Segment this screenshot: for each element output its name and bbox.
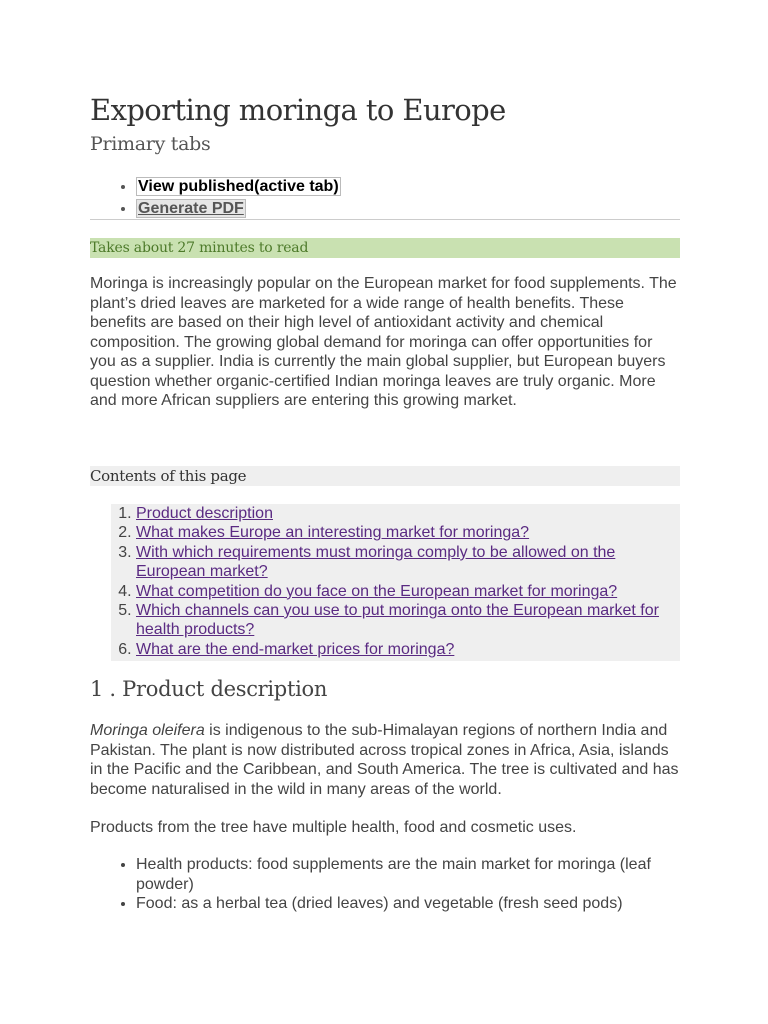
toc-link-prices[interactable]: What are the end-market prices for moringa?	[136, 640, 455, 658]
generate-pdf-tab[interactable]: Generate PDF	[138, 200, 244, 217]
tab-item-view-published	[136, 176, 680, 198]
section-heading-product-description: 1 . Product description	[90, 677, 328, 701]
toc-item	[136, 543, 680, 582]
toc-link-channels[interactable]: Which channels can you use to put moringa onto the European market for health products?	[136, 602, 659, 639]
tabs-heading: Primary tabs	[90, 133, 211, 155]
toc-link-requirements[interactable]: With which requirements must moringa comply to be allowed on the European market?	[136, 543, 616, 581]
toc-item	[136, 504, 680, 523]
page-title: Exporting moringa to Europe	[90, 93, 506, 127]
primary-tabs	[90, 176, 680, 220]
toc-item	[136, 640, 680, 659]
product-description-paragraph	[90, 721, 680, 799]
intro-paragraph: Moringa is increasingly popular on the European market for food supplements. The plant’s dried leaves are marketed for a wide range of health benefits. These benefits are based on their high level of antioxidant activity and chemical composition. The growing global demand for moringa can offer opportunities for you as a supplier. India is currently the main global supplier, but European buyers question whether organic-certified Indian moringa leaves are truly organic. More and more African suppliers are entering this growing market.	[90, 275, 677, 409]
uses-list	[90, 855, 680, 914]
toc-link-competition[interactable]: What competition do you face on the European market for moringa?	[136, 582, 618, 600]
toc-link-product-description[interactable]: Product description	[136, 505, 273, 522]
list-item: • Health products: food supplements are the main market for moringa (leaf powder)	[136, 855, 680, 894]
toc-item	[136, 601, 680, 640]
uses-intro-paragraph: Products from the tree have multiple health, food and cosmetic uses.	[90, 819, 577, 836]
toc-item	[136, 523, 680, 542]
list-item: • Food: as a herbal tea (dried leaves) and vegetable (fresh seed pods)	[136, 894, 680, 914]
tab-item-generate-pdf	[136, 198, 680, 220]
product-description-text: is indigenous to the sub-Himalayan regions of northern India and Pakistan. The plant is now distributed across tropical zones in Africa, Asia, islands in the Pacific and the Caribbean, and South America. The tree is cultivated and has become naturalised in the wild in many areas of the world.	[90, 722, 679, 798]
contents-heading: Contents of this page	[90, 466, 680, 486]
toc-link-europe-interesting-market[interactable]: What makes Europe an interesting market for moringa?	[136, 524, 530, 542]
species-name: Moringa oleifera	[90, 722, 205, 739]
table-of-contents	[111, 504, 680, 661]
reading-time-banner: Takes about 27 minutes to read	[90, 238, 680, 258]
view-published-tab[interactable]: View published(active tab)	[138, 178, 339, 195]
toc-item	[136, 582, 680, 601]
